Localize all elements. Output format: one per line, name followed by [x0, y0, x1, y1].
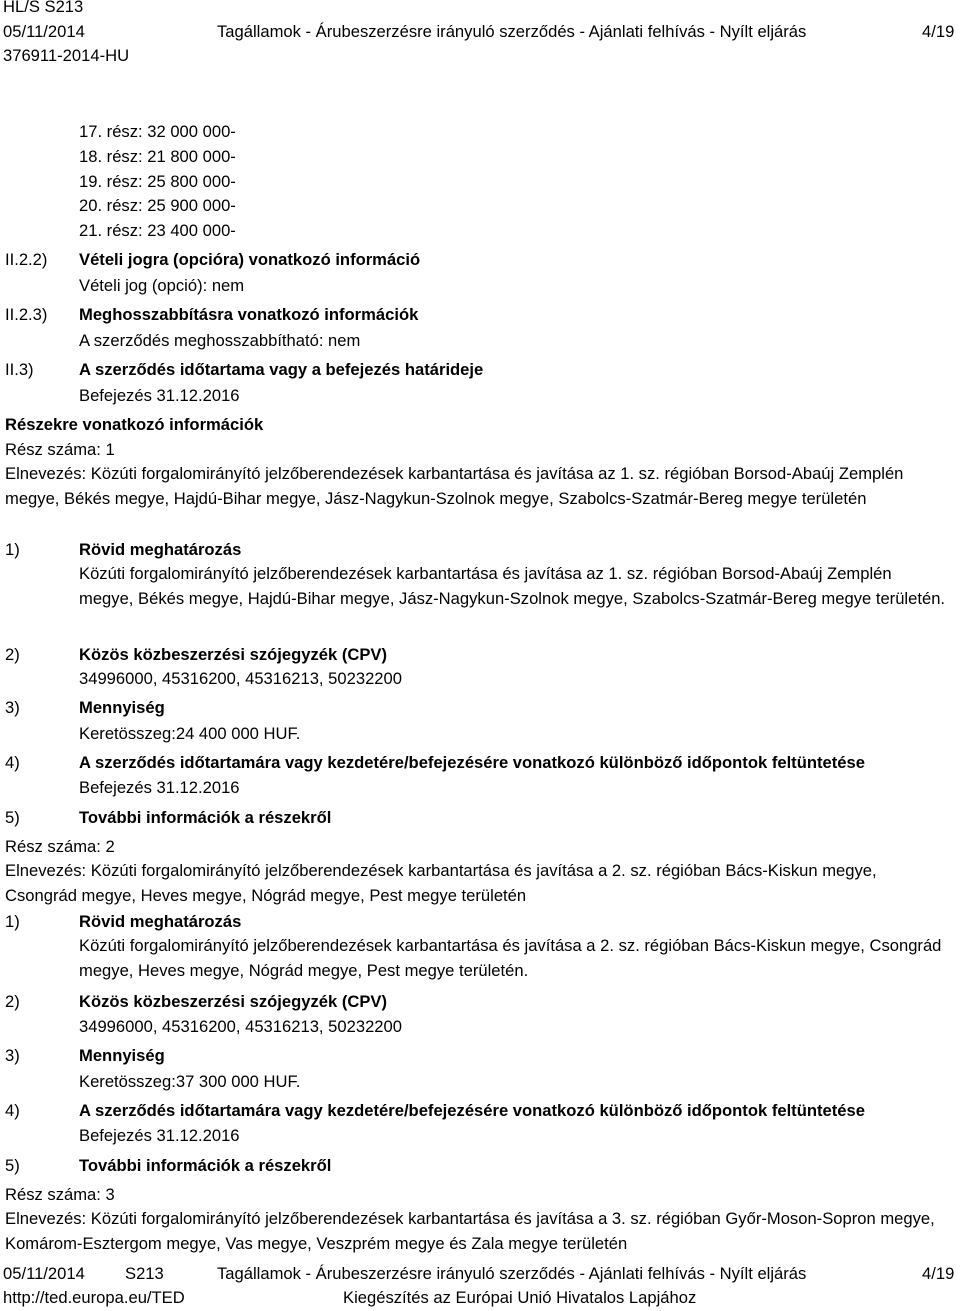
- section-title: Meghosszabbításra vonatkozó információk: [79, 305, 419, 324]
- footer-date: 05/11/2014: [3, 1264, 85, 1283]
- lots-heading: Részekre vonatkozó információk: [5, 415, 264, 434]
- lot-name: Elnevezés: Közúti forgalomirányító jelzőberendezések karbantartása és javítása a 2. sz. régióban Bács-Kiskun megye, Csongrád megye, Heves megye, Nógrád megye, Pest megye területén: [5, 861, 877, 905]
- section-number: II.2.3): [5, 305, 48, 324]
- header-date: 05/11/2014: [3, 22, 85, 41]
- header-doc-id: 376911-2014-HU: [3, 46, 130, 65]
- item-number: 3): [5, 1046, 20, 1065]
- lot-short-description: Közúti forgalomirányító jelzőberendezések karbantartása és javítása a 2. sz. régióban Bács-Kiskun megye, Csongrád megye, Heves megye, Nógrád megye, Pest megye területén.: [79, 936, 942, 980]
- footer-url: http://ted.europa.eu/TED: [3, 1288, 185, 1307]
- budget-line: 21. rész: 23 400 000-: [79, 221, 236, 240]
- budget-line: 17. rész: 32 000 000-: [79, 122, 236, 141]
- lot-number: Rész száma: 2: [5, 837, 115, 856]
- section-text: Befejezés 31.12.2016: [79, 386, 240, 405]
- item-title: Közös közbeszerzési szójegyzék (CPV): [79, 645, 388, 664]
- item-number: 2): [5, 992, 20, 1011]
- lot-number: Rész száma: 1: [5, 440, 115, 459]
- item-number: 1): [5, 540, 20, 559]
- lot-dates: Befejezés 31.12.2016: [79, 1126, 240, 1145]
- budget-line: 18. rész: 21 800 000-: [79, 147, 236, 166]
- header-series: HL/S S213: [3, 0, 84, 16]
- header-page-number: 4/19: [922, 22, 955, 41]
- footer-title: Tagállamok - Árubeszerzésre irányuló szerződés - Ajánlati felhívás - Nyílt eljárás: [217, 1264, 807, 1283]
- section-number: II.2.2): [5, 250, 48, 269]
- lot-name: Elnevezés: Közúti forgalomirányító jelzőberendezések karbantartása és javítása az 1. sz. régióban Borsod-Abaúj Zemplén megye, Békés megye, Hajdú-Bihar megye, Jász-Nagykun-Szolnok megye, Szabolcs-Szatmár-Bereg megye területén: [5, 464, 904, 508]
- budget-line: 20. rész: 25 900 000-: [79, 196, 236, 215]
- item-title: További információk a részekről: [79, 1156, 332, 1175]
- item-title: Rövid meghatározás: [79, 912, 242, 931]
- section-title: Vételi jogra (opcióra) vonatkozó információ: [79, 250, 421, 269]
- item-number: 5): [5, 1156, 20, 1175]
- lot-name: Elnevezés: Közúti forgalomirányító jelzőberendezések karbantartása és javítása a 3. sz. régióban Győr-Moson-Sopron megye, Komárom-Esztergom megye, Vas megye, Veszprém megye és Zala megye területén: [5, 1209, 935, 1253]
- lot-quantity: Keretösszeg:24 400 000 HUF.: [79, 724, 301, 743]
- lot-short-description: Közúti forgalomirányító jelzőberendezések karbantartása és javítása az 1. sz. régióban Borsod-Abaúj Zemplén megye, Békés megye, Hajdú-Bihar megye, Jász-Nagykun-Szolnok megye, Szabolcs-Szatmár-Bereg megye területén.: [79, 564, 946, 608]
- item-title: Mennyiség: [79, 1046, 165, 1065]
- item-title: További információk a részekről: [79, 808, 332, 827]
- item-number: 1): [5, 912, 20, 931]
- item-number: 2): [5, 645, 20, 664]
- item-number: 3): [5, 698, 20, 717]
- item-title: Mennyiség: [79, 698, 165, 717]
- section-text: A szerződés meghosszabbítható: nem: [79, 331, 361, 350]
- item-number: 4): [5, 753, 20, 772]
- item-number: 4): [5, 1101, 20, 1120]
- lot-number: Rész száma: 3: [5, 1185, 115, 1204]
- item-title: Közös közbeszerzési szójegyzék (CPV): [79, 992, 388, 1011]
- item-title: A szerződés időtartamára vagy kezdetére/befejezésére vonatkozó különböző időpontok feltüntetése: [79, 1101, 865, 1120]
- header-title: Tagállamok - Árubeszerzésre irányuló szerződés - Ajánlati felhívás - Nyílt eljárás: [217, 22, 807, 41]
- footer-page-number: 4/19: [922, 1264, 955, 1283]
- lot-cpv: 34996000, 45316200, 45316213, 50232200: [79, 669, 402, 688]
- item-title: A szerződés időtartamára vagy kezdetére/befejezésére vonatkozó különböző időpontok feltüntetése: [79, 753, 865, 772]
- lot-quantity: Keretösszeg:37 300 000 HUF.: [79, 1072, 301, 1091]
- budget-line: 19. rész: 25 800 000-: [79, 172, 236, 191]
- section-number: II.3): [5, 360, 34, 379]
- item-number: 5): [5, 808, 20, 827]
- lot-dates: Befejezés 31.12.2016: [79, 778, 240, 797]
- footer-supplement: Kiegészítés az Európai Unió Hivatalos Lapjához: [343, 1288, 697, 1307]
- section-text: Vételi jog (opció): nem: [79, 276, 245, 295]
- footer-series: S213: [125, 1264, 164, 1283]
- section-title: A szerződés időtartama vagy a befejezés határideje: [79, 360, 484, 379]
- item-title: Rövid meghatározás: [79, 540, 242, 559]
- lot-cpv: 34996000, 45316200, 45316213, 50232200: [79, 1017, 402, 1036]
